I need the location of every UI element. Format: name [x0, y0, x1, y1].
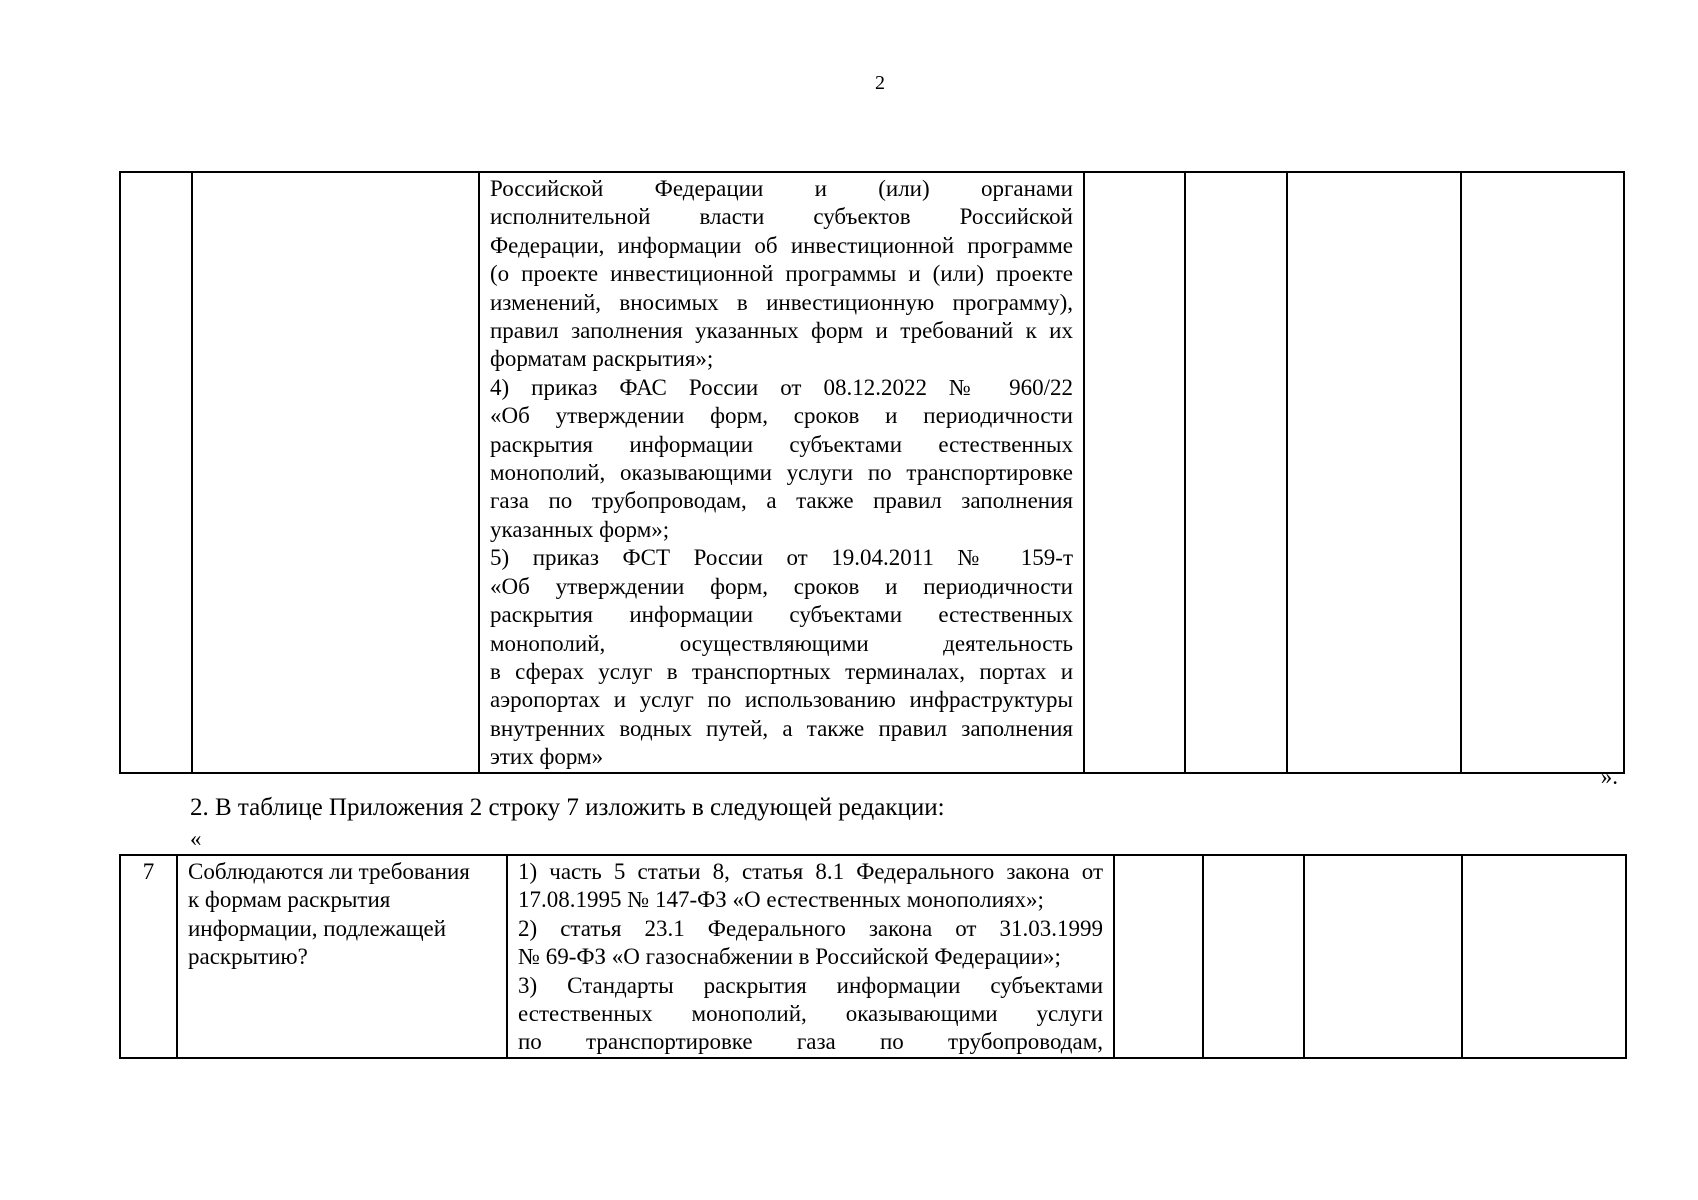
question-cell: Соблюдаются ли требования к формам раскрытия информации, подлежащей раскрытию?: [177, 855, 507, 1058]
legal-basis-cell: Российской Федерации и (или) органами исполнительной власти субъектов Российской Федерации, информации об инвестиционной программе (о проекте инвестиционной программы и (или) проекте изменений, вносимых в инвестиционную программу), правил заполнения указанных форм и требований к их форматам раскрытия»; 4) приказ ФАС России от 08.12.2022 № 960/22 «Об утверждении форм, сроков и периодичности раскрытия информации субъектами естественных монополий, оказывающими услуги по транспортировке газа по трубопроводам, а также правил заполнения указанных форм»; 5) приказ ФСТ России от 19.04.2011 № 159-т «Об утверждении форм, сроков и периодичности раскрытия информации субъектами естественных монополий, осуществляющими деятельность в сферах услуг в транспортных терминалах, портах и аэропортах и услуг по использованию инфраструктуры внутренних водных путей, а также правил заполнения этих форм»: [479, 172, 1084, 773]
row-number-cell: 7: [120, 855, 177, 1058]
question-cell: [192, 172, 479, 773]
page-number: 2: [875, 72, 885, 94]
empty-cell: [1287, 172, 1461, 773]
continuation-table: [119, 171, 1625, 774]
empty-cell: [1304, 855, 1462, 1058]
empty-cell: [1185, 172, 1287, 773]
empty-cell: [1462, 855, 1626, 1058]
empty-cell: [1114, 855, 1203, 1058]
closing-quote: ».: [1600, 764, 1618, 789]
empty-cell: [1461, 172, 1624, 773]
number-cell: [120, 172, 192, 773]
opening-quote: «: [190, 826, 202, 851]
legal-basis-cell: 1) часть 5 статьи 8, статья 8.1 Федерального закона от 17.08.1995 № 147-ФЗ «О естественных монополиях»; 2) статья 23.1 Федерального закона от 31.03.1999 № 69-ФЗ «О газоснабжении в Российской Федерации»; 3) Стандарты раскрытия информации субъектами естественных монополий, оказывающими услуги по транспортировке газа по трубопроводам,: [507, 855, 1114, 1058]
empty-cell: [1084, 172, 1185, 773]
empty-cell: [1203, 855, 1304, 1058]
replacement-table: [119, 854, 1627, 1059]
amendment-paragraph: 2. В таблице Приложения 2 строку 7 изложить в следующей редакции:: [190, 794, 945, 821]
table-row: [120, 855, 1626, 1058]
table-row: [120, 172, 1624, 773]
